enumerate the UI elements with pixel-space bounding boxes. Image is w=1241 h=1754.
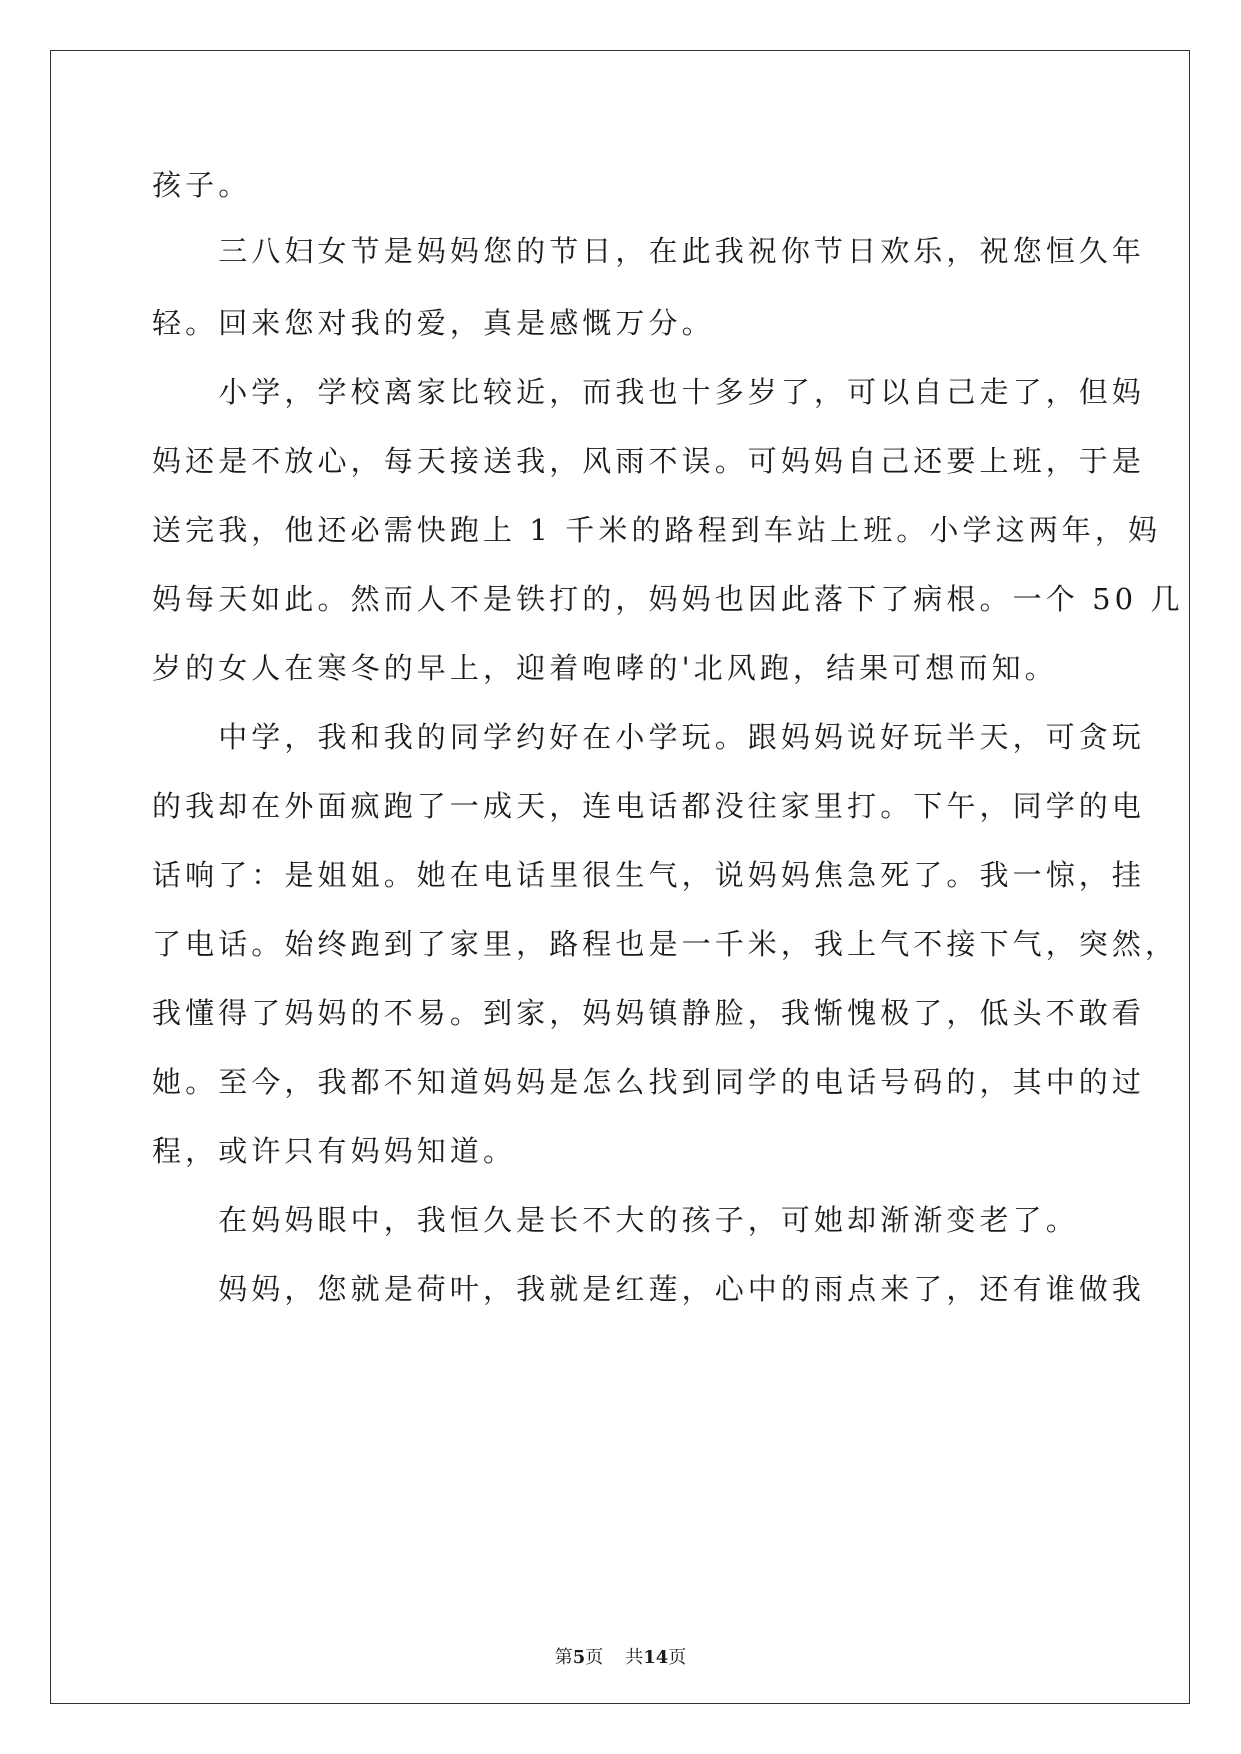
text-line: 妈每天如此。然而人不是铁打的，妈妈也因此落下了病根。一个 50 几 (152, 582, 1184, 616)
text-line: 在妈妈眼中，我恒久是长不大的孩子，可她却渐渐变老了。 (152, 1203, 1079, 1237)
page-unit: 页 (585, 1647, 604, 1668)
text-line: 妈还是不放心，每天接送我，风雨不误。可妈妈自己还要上班，于是 (152, 444, 1146, 478)
text-line: 岁的女人在寒冬的早上，迎着咆哮的'北风跑，结果可想而知。 (152, 651, 1058, 685)
text-line: 的我却在外面疯跑了一成天，连电话都没往家里打。下午，同学的电 (152, 789, 1146, 823)
text-line: 妈妈，您就是荷叶，我就是红莲，心中的雨点来了，还有谁做我 (152, 1272, 1146, 1306)
total-prefix: 共 (625, 1647, 644, 1668)
text-line: 三八妇女节是妈妈您的节日，在此我祝你节日欢乐，祝您恒久年 (152, 234, 1146, 268)
text-line: 中学，我和我的同学约好在小学玩。跟妈妈说好玩半天，可贪玩 (152, 720, 1146, 754)
text-line: 了电话。始终跑到了家里，路程也是一千米，我上气不接下气，突然， (152, 927, 1179, 961)
text-line: 小学，学校离家比较近，而我也十多岁了，可以自己走了，但妈 (152, 375, 1146, 409)
text-line: 轻。回来您对我的爱，真是感慨万分。 (152, 306, 715, 340)
total-page-number: 14 (643, 1647, 669, 1668)
page-footer (0, 1646, 1241, 1670)
page-prefix: 第 (554, 1647, 573, 1668)
total-unit: 页 (668, 1647, 687, 1668)
current-page-number: 5 (572, 1647, 586, 1668)
text-line: 我懂得了妈妈的不易。到家，妈妈镇静脸，我惭愧极了，低头不敢看 (152, 996, 1146, 1030)
text-line: 送完我，他还必需快跑上 1 千米的路程到车站上班。小学这两年，妈 (152, 513, 1162, 547)
text-line: 她。至今，我都不知道妈妈是怎么找到同学的电话号码的，其中的过 (152, 1065, 1146, 1099)
text-line: 话响了：是姐姐。她在电话里很生气，说妈妈焦急死了。我一惊，挂 (152, 858, 1146, 892)
text-line: 程，或许只有妈妈知道。 (152, 1134, 517, 1168)
text-line: 孩子。 (152, 168, 252, 202)
